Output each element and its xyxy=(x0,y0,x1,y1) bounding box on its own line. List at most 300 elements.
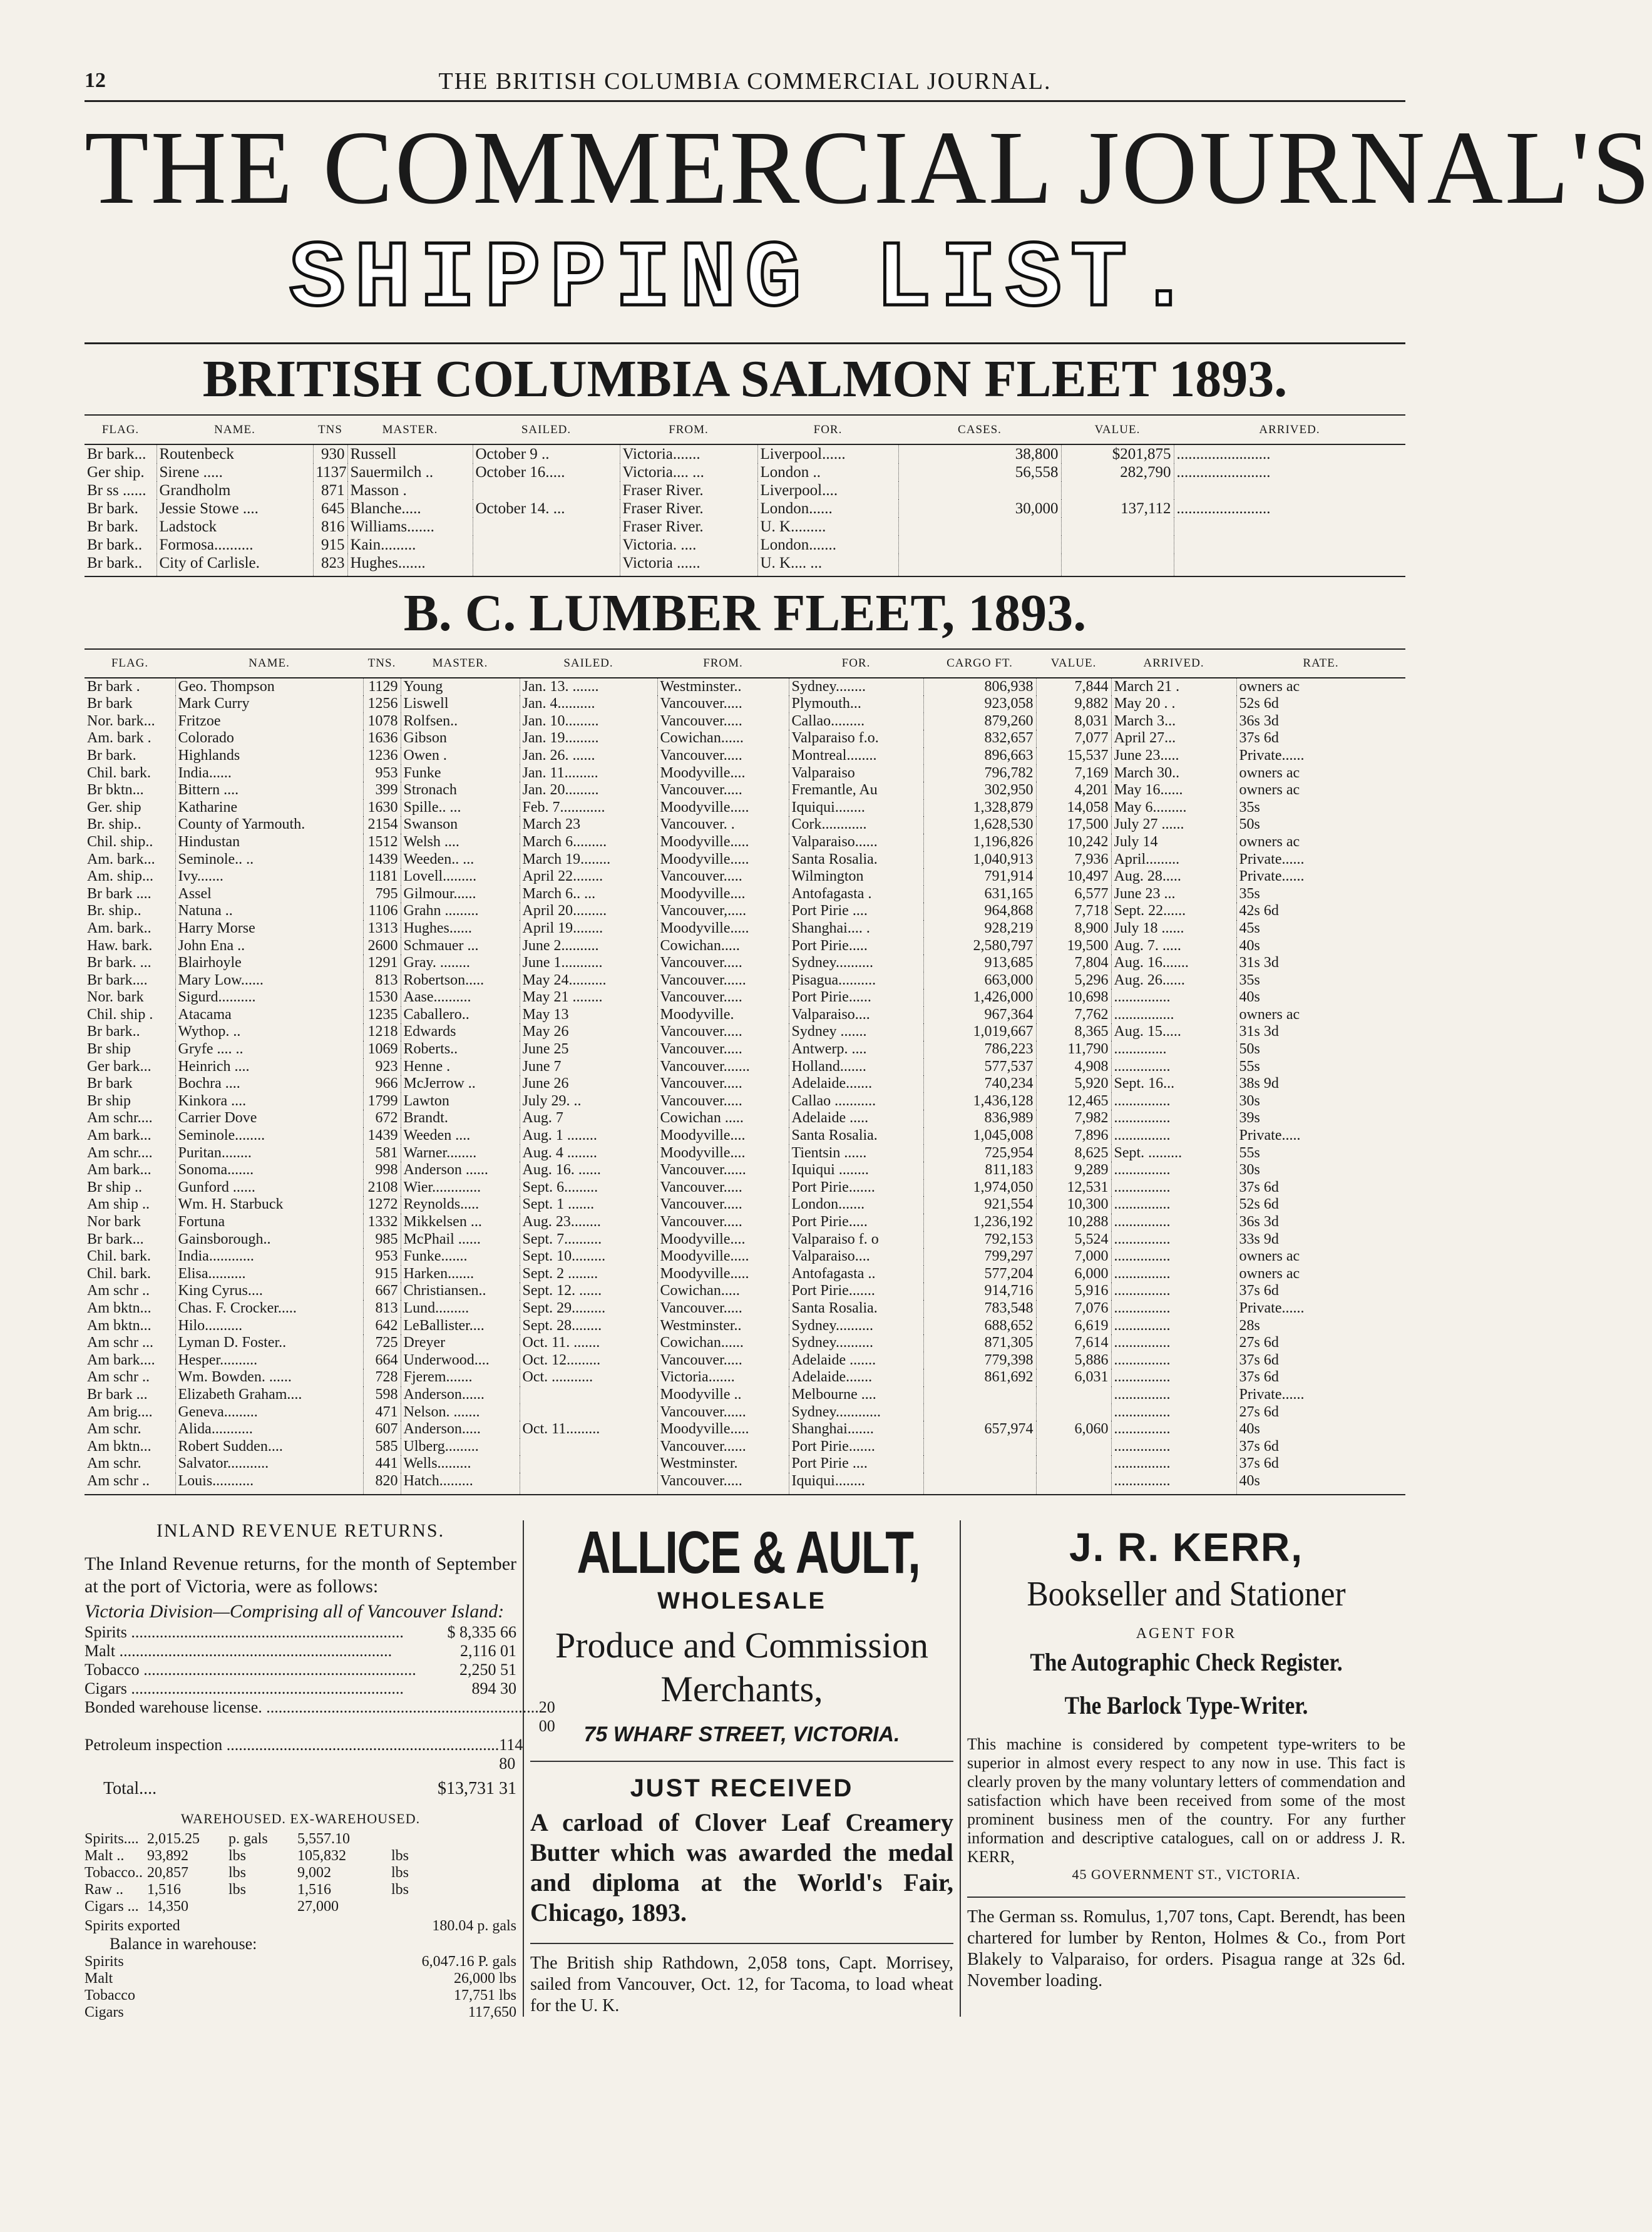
table-cell: 5,524 xyxy=(1036,1231,1111,1249)
table-cell: Natuna .. xyxy=(175,903,363,920)
table-row xyxy=(85,1093,1405,1110)
table-cell: Adelaide ....... xyxy=(789,1352,923,1369)
exported-value: 180.04 p. gals xyxy=(432,1917,516,1934)
table-row xyxy=(85,1145,1405,1162)
table-cell: 871,305 xyxy=(923,1334,1036,1352)
table-cell: ............... xyxy=(1111,1404,1236,1421)
revenue-label: Tobacco ..... xyxy=(85,1661,459,1679)
table-cell: 4,908 xyxy=(1036,1058,1111,1076)
revenue-row xyxy=(85,1735,523,1773)
table-cell: Br ship xyxy=(87,1041,131,1058)
table-cell: 1332 xyxy=(363,1214,401,1231)
table-cell: Wm. Bowden. ...... xyxy=(175,1369,363,1386)
table-cell: LeBallister.... xyxy=(401,1318,520,1335)
column-header: NAME. xyxy=(175,649,363,678)
table-cell: 8,625 xyxy=(1036,1145,1111,1162)
table-cell: Am bktn... xyxy=(87,1317,151,1334)
table-cell: Moodyville.... xyxy=(657,1231,789,1249)
table-cell: City of Carlisle. xyxy=(156,554,313,576)
table-cell: Sonoma....... xyxy=(175,1162,363,1179)
table-cell: 19,500 xyxy=(1036,938,1111,955)
allice-address: 75 WHARF STREET, VICTORIA. xyxy=(583,1722,900,1746)
table-cell: 1,974,050 xyxy=(923,1179,1036,1197)
table-cell: Callao......... xyxy=(789,713,923,730)
table-cell: Vancouver..... xyxy=(657,1075,789,1093)
table-cell: June 2.......... xyxy=(520,938,657,955)
table-cell: Br bark... xyxy=(87,1231,144,1247)
table-cell: Funke xyxy=(401,765,520,782)
table-cell: Nelson. ....... xyxy=(401,1404,520,1421)
table-cell: Valparaiso f.o. xyxy=(789,730,923,747)
table-cell: March 6......... xyxy=(520,834,657,851)
table-cell: 725,954 xyxy=(923,1145,1036,1162)
table-cell: Aug. 26...... xyxy=(1111,972,1236,990)
table-cell: Weeden.. ... xyxy=(401,851,520,869)
table-cell: 35s xyxy=(1236,886,1405,903)
revenue-label: Petroleum inspection ..... xyxy=(85,1736,499,1773)
table-cell xyxy=(1174,518,1405,536)
table-cell: ........................ xyxy=(1174,463,1405,481)
table-row xyxy=(85,1006,1405,1024)
table-cell: Sept. 12. ...... xyxy=(520,1282,657,1300)
revenue-value: 114 80 xyxy=(499,1735,523,1773)
warehoused-cell xyxy=(391,1831,485,1848)
table-cell xyxy=(923,1473,1036,1495)
table-cell: Vancouver..... xyxy=(657,1300,789,1318)
table-row xyxy=(85,1455,1405,1473)
table-row xyxy=(85,1386,1405,1404)
table-cell: Christiansen.. xyxy=(401,1282,520,1300)
table-cell: Ulberg......... xyxy=(401,1438,520,1456)
table-cell: 1630 xyxy=(363,799,401,817)
table-cell xyxy=(520,1455,657,1473)
table-cell: 6,060 xyxy=(1036,1421,1111,1438)
table-cell: Aug. 7. ..... xyxy=(1111,938,1236,955)
table-cell: 1181 xyxy=(363,868,401,886)
table-cell xyxy=(1061,481,1174,499)
warehoused-cell: 14,350 xyxy=(147,1898,188,1915)
table-cell: Br bktn... xyxy=(87,782,144,799)
table-cell: Moodyville.... xyxy=(657,1127,789,1145)
table-cell: Sept. 29......... xyxy=(520,1300,657,1318)
table-cell: ............... xyxy=(1111,1214,1236,1231)
table-cell: June 7 xyxy=(520,1058,657,1076)
table-cell xyxy=(898,536,1061,554)
table-cell: 1,236,192 xyxy=(923,1214,1036,1231)
table-cell: Br ship xyxy=(87,1092,131,1109)
table-cell xyxy=(1061,536,1174,554)
kerr-ad xyxy=(967,1520,1405,1992)
table-cell: June 26 xyxy=(520,1075,657,1093)
table-cell: owners ac xyxy=(1236,1248,1405,1266)
warehoused-table xyxy=(85,1831,516,1915)
table-cell: 740,234 xyxy=(923,1075,1036,1093)
table-cell: 795 xyxy=(363,886,401,903)
warehoused-cell: Spirits.... xyxy=(85,1830,139,1847)
table-cell: Oct. ........... xyxy=(520,1369,657,1386)
table-cell: 663,000 xyxy=(923,972,1036,990)
table-cell: 15,537 xyxy=(1036,747,1111,765)
table-cell: Anderson..... xyxy=(401,1421,520,1438)
table-cell: Roberts.. xyxy=(401,1041,520,1058)
table-cell: Br bark xyxy=(87,1075,133,1092)
table-cell: Carrier Dove xyxy=(175,1110,363,1127)
table-cell: Jan. 10......... xyxy=(520,713,657,730)
table-cell: Wythop. .. xyxy=(175,1023,363,1041)
warehoused-cell: 1,516 xyxy=(297,1881,331,1898)
table-cell: Vancouver...... xyxy=(657,972,789,990)
table-cell: Sirene ..... xyxy=(156,463,313,481)
table-cell: owners ac xyxy=(1236,765,1405,782)
table-cell: Mark Curry xyxy=(175,695,363,713)
inland-revenue-heading: INLAND REVENUE RETURNS. xyxy=(156,1520,445,1541)
table-cell: 2,580,797 xyxy=(923,938,1036,955)
table-cell: Routenbeck xyxy=(156,444,313,463)
table-cell: Am bark.... xyxy=(87,1351,155,1368)
table-cell: Moodyville.... xyxy=(657,886,789,903)
table-cell: 1,040,913 xyxy=(923,851,1036,869)
table-cell: Sydney.......... xyxy=(789,955,923,972)
table-row xyxy=(85,1404,1405,1421)
exported-label: Spirits exported xyxy=(85,1917,180,1934)
allice-body: A carload of Clover Leaf Creamery Butter which was awarded the medal and diploma at the World's Fair, Chicago, 1893. xyxy=(530,1808,953,1927)
table-cell xyxy=(1036,1473,1111,1495)
warehoused-cell: 2,015.25 xyxy=(147,1830,200,1847)
table-row xyxy=(85,765,1405,782)
table-cell xyxy=(1174,536,1405,554)
table-row xyxy=(85,695,1405,713)
table-cell: Robert Sudden.... xyxy=(175,1438,363,1456)
table-cell: 17,500 xyxy=(1036,816,1111,834)
table-cell: Port Pirie....... xyxy=(789,1282,923,1300)
table-row xyxy=(85,851,1405,869)
table-cell: Sydney........ xyxy=(789,678,923,696)
table-cell: Plymouth... xyxy=(789,695,923,713)
table-cell: Brandt. xyxy=(401,1110,520,1127)
table-cell: Kain......... xyxy=(347,536,473,554)
table-cell: Moodyville..... xyxy=(657,1248,789,1266)
table-cell: 861,692 xyxy=(923,1369,1036,1386)
kerr-line-1: Bookseller and Stationer xyxy=(1027,1574,1346,1614)
table-cell: owners ac xyxy=(1236,678,1405,696)
table-cell: Br bark. xyxy=(87,747,136,764)
table-cell: Am schr.... xyxy=(87,1110,153,1127)
divider xyxy=(85,342,1405,344)
table-row xyxy=(85,1179,1405,1197)
bottom-section xyxy=(85,1520,1405,2171)
table-cell: India...... xyxy=(175,765,363,782)
balance-row xyxy=(85,1987,516,2004)
table-cell: 896,663 xyxy=(923,747,1036,765)
balance-value: 26,000 lbs xyxy=(453,1970,516,1987)
table-cell: 441 xyxy=(363,1455,401,1473)
table-cell: 2600 xyxy=(363,938,401,955)
table-cell: Sept. 7.......... xyxy=(520,1231,657,1249)
table-cell: Swanson xyxy=(401,816,520,834)
revenue-value: 2,250 51 xyxy=(459,1660,516,1679)
table-cell: John Ena .. xyxy=(175,938,363,955)
table-cell: Sept. 28........ xyxy=(520,1318,657,1335)
table-cell: Private...... xyxy=(1236,1300,1405,1318)
table-cell: 998 xyxy=(363,1162,401,1179)
table-cell: 1,045,008 xyxy=(923,1127,1036,1145)
revenue-label: Spirits ..... xyxy=(85,1623,448,1642)
table-cell: $201,875 xyxy=(1061,444,1174,463)
table-cell xyxy=(520,1438,657,1456)
table-cell: ............... xyxy=(1111,1334,1236,1352)
table-cell: Am schr ... xyxy=(87,1334,153,1351)
shipping-list-title: SHIPPING LIST. xyxy=(289,227,1201,334)
table-cell: Gryfe .... .. xyxy=(175,1041,363,1058)
table-cell: Geneva......... xyxy=(175,1404,363,1421)
table-cell: 953 xyxy=(363,1248,401,1266)
table-cell: Warner........ xyxy=(401,1145,520,1162)
warehoused-cell: Cigars ... xyxy=(85,1898,139,1915)
table-cell xyxy=(1036,1438,1111,1456)
table-cell: 1,426,000 xyxy=(923,989,1036,1006)
balance-value: 6,047.16 P. gals xyxy=(421,1953,516,1970)
table-cell: 10,300 xyxy=(1036,1196,1111,1214)
table-cell: June 1........... xyxy=(520,955,657,972)
table-cell: ............... xyxy=(1111,1231,1236,1249)
table-cell: Jan. 13. ....... xyxy=(520,678,657,696)
warehoused-cell: lbs xyxy=(391,1847,409,1864)
table-cell: 5,916 xyxy=(1036,1282,1111,1300)
warehoused-cell: 9,002 xyxy=(297,1864,331,1881)
column-header: FLAG. xyxy=(85,649,175,678)
total-value: $13,731 31 xyxy=(438,1778,516,1798)
table-cell: 28s xyxy=(1236,1318,1405,1335)
table-cell: Blairhoyle xyxy=(175,955,363,972)
table-cell: 52s 6d xyxy=(1236,1196,1405,1214)
balance-table xyxy=(85,1953,516,2021)
table-cell: Holland....... xyxy=(789,1058,923,1076)
table-cell: Santa Rosalia. xyxy=(789,851,923,869)
table-cell: 1,196,826 xyxy=(923,834,1036,851)
table-row xyxy=(85,678,1405,696)
lumber-fleet-title: B. C. LUMBER FLEET, 1893. xyxy=(403,584,1087,642)
table-cell: ........................ xyxy=(1174,444,1405,463)
salmon-fleet-title: BRITISH COLUMBIA SALMON FLEET 1893. xyxy=(202,350,1288,408)
table-cell: 923,058 xyxy=(923,695,1036,713)
table-cell: Louis........... xyxy=(175,1473,363,1495)
table-cell: Melbourne .... xyxy=(789,1386,923,1404)
table-cell: Katharine xyxy=(175,799,363,817)
table-cell: Wells......... xyxy=(401,1455,520,1473)
column-header: FLAG. xyxy=(85,415,156,444)
table-cell: Private...... xyxy=(1236,851,1405,869)
table-cell: 7,614 xyxy=(1036,1334,1111,1352)
allice-ault-ad xyxy=(523,1520,961,2017)
table-cell: ............... xyxy=(1111,1369,1236,1386)
table-row xyxy=(85,1248,1405,1266)
table-cell: 871 xyxy=(313,481,347,499)
table-cell xyxy=(520,1473,657,1495)
table-row xyxy=(85,903,1405,920)
table-cell: 953 xyxy=(363,765,401,782)
table-cell: Westminster.. xyxy=(657,678,789,696)
table-cell: Fritzoe xyxy=(175,713,363,730)
table-cell: Vancouver..... xyxy=(657,989,789,1006)
table-cell: Nor bark xyxy=(87,1214,141,1230)
column-header: ARRIVED. xyxy=(1111,649,1236,678)
table-cell: 1106 xyxy=(363,903,401,920)
table-cell: 37s 6d xyxy=(1236,1455,1405,1473)
column-header: FROM. xyxy=(620,415,757,444)
table-cell: Am bktn... xyxy=(87,1299,151,1316)
table-cell: May 21 ........ xyxy=(520,989,657,1006)
table-cell xyxy=(473,518,620,536)
table-cell: Young xyxy=(401,678,520,696)
table-cell: Br bark.... xyxy=(87,971,148,988)
table-cell: Cowichan..... xyxy=(657,1282,789,1300)
table-cell: May 16...... xyxy=(1111,782,1236,799)
table-cell: Cowichan...... xyxy=(657,730,789,747)
division-label: Victoria Division—Comprising all of Vancouver Island: xyxy=(85,1600,505,1622)
table-cell: 11,790 xyxy=(1036,1041,1111,1058)
table-cell: Fraser River. xyxy=(620,518,757,536)
balance-label: Malt xyxy=(85,1970,113,1987)
table-cell xyxy=(923,1386,1036,1404)
table-cell: Vancouver..... xyxy=(657,955,789,972)
column-header: FROM. xyxy=(657,649,789,678)
salmon-fleet-table xyxy=(85,414,1405,577)
table-cell: 667 xyxy=(363,1282,401,1300)
table-cell: 598 xyxy=(363,1386,401,1404)
revenue-row xyxy=(85,1679,516,1698)
table-cell: 8,031 xyxy=(1036,713,1111,730)
warehoused-cell: lbs xyxy=(391,1881,409,1898)
table-cell: Haw. bark. xyxy=(87,937,153,954)
running-header xyxy=(85,56,1405,102)
table-cell: 30s xyxy=(1236,1093,1405,1110)
table-cell: 779,398 xyxy=(923,1352,1036,1369)
table-cell: 930 xyxy=(313,444,347,463)
table-cell: Port Pirie....... xyxy=(789,1438,923,1456)
table-cell: 6,031 xyxy=(1036,1369,1111,1386)
table-cell: 1512 xyxy=(363,834,401,851)
warehoused-cell: 27,000 xyxy=(297,1898,339,1915)
table-cell: Iquiqui........ xyxy=(789,1473,923,1495)
revenue-label: Malt ..... xyxy=(85,1642,460,1661)
table-cell: 7,000 xyxy=(1036,1248,1111,1266)
table-cell: Vancouver....... xyxy=(657,1058,789,1076)
table-cell: March 30.. xyxy=(1111,765,1236,782)
table-cell: Reynolds..... xyxy=(401,1196,520,1214)
table-cell: Vancouver...... xyxy=(657,1404,789,1421)
table-cell: 8,900 xyxy=(1036,920,1111,938)
table-cell: Caballero.. xyxy=(401,1006,520,1024)
table-cell xyxy=(1036,1455,1111,1473)
table-cell: Ger bark... xyxy=(87,1058,151,1075)
page xyxy=(85,56,1652,2171)
table-row xyxy=(85,1266,1405,1283)
table-cell: 585 xyxy=(363,1438,401,1456)
table-cell: 8,365 xyxy=(1036,1023,1111,1041)
table-cell: Am bark... xyxy=(87,1127,151,1144)
table-cell: Iquiqui ........ xyxy=(789,1162,923,1179)
table-cell: Lovell......... xyxy=(401,868,520,886)
table-row xyxy=(85,463,1405,481)
table-cell xyxy=(473,481,620,499)
table-cell: 30,000 xyxy=(898,499,1061,518)
warehoused-cell: lbs xyxy=(228,1847,247,1864)
table-cell: 7,896 xyxy=(1036,1127,1111,1145)
table-cell: Adelaide ..... xyxy=(789,1110,923,1127)
table-cell: Sydney.......... xyxy=(789,1318,923,1335)
table-cell: London....... xyxy=(789,1196,923,1214)
table-cell: Sydney.......... xyxy=(789,1334,923,1352)
table-cell: Lund......... xyxy=(401,1300,520,1318)
table-cell: owners ac xyxy=(1236,1266,1405,1283)
revenue-row xyxy=(85,1642,516,1661)
table-cell: Am. bark . xyxy=(87,730,151,747)
table-cell: Moodyville..... xyxy=(657,799,789,817)
table-cell: ............... xyxy=(1111,1266,1236,1283)
table-cell: 45s xyxy=(1236,920,1405,938)
table-cell: Port Pirie...... xyxy=(789,989,923,1006)
table-cell: ............... xyxy=(1111,1058,1236,1076)
table-cell: 2154 xyxy=(363,816,401,834)
table-cell: Vancouver..... xyxy=(657,868,789,886)
kerr-line-2: The Autographic Check Register. xyxy=(1030,1647,1343,1676)
table-cell: Ger. ship xyxy=(87,799,141,816)
table-cell: U. K......... xyxy=(757,518,898,536)
table-cell: Valparaiso.... xyxy=(789,1006,923,1024)
table-row xyxy=(85,1041,1405,1058)
table-cell: Wier............. xyxy=(401,1179,520,1197)
table-cell: 642 xyxy=(363,1318,401,1335)
table-row xyxy=(85,1282,1405,1300)
table-cell: Elizabeth Graham.... xyxy=(175,1386,363,1404)
table-cell: Callao ........... xyxy=(789,1093,923,1110)
table-cell: July 27 ...... xyxy=(1111,816,1236,834)
table-cell: Tientsin ...... xyxy=(789,1145,923,1162)
table-row xyxy=(85,1231,1405,1249)
table-cell: Hesper.......... xyxy=(175,1352,363,1369)
table-cell: Victoria....... xyxy=(620,444,757,463)
warehoused-row xyxy=(85,1898,516,1915)
table-cell: Moodyville .. xyxy=(657,1386,789,1404)
table-cell: 1,628,530 xyxy=(923,816,1036,834)
table-cell: 471 xyxy=(363,1404,401,1421)
table-cell: 36s 3d xyxy=(1236,1214,1405,1231)
table-cell: Westminster. xyxy=(657,1455,789,1473)
table-cell: 607 xyxy=(363,1421,401,1438)
table-cell: 1439 xyxy=(363,851,401,869)
table-cell: Kinkora .... xyxy=(175,1093,363,1110)
allice-line-2: Merchants, xyxy=(660,1668,823,1709)
table-cell: London....... xyxy=(757,536,898,554)
table-cell: 581 xyxy=(363,1145,401,1162)
revenue-label: Cigars ..... xyxy=(85,1679,472,1698)
warehoused-cell xyxy=(391,1898,485,1915)
table-cell: Jan. 11......... xyxy=(520,765,657,782)
table-cell: Wilmington xyxy=(789,868,923,886)
warehoused-heading: WAREHOUSED. EX-WAREHOUSED. xyxy=(180,1810,421,1826)
table-cell: Am schr .. xyxy=(87,1282,150,1299)
table-cell: April 19........ xyxy=(520,920,657,938)
table-cell: Vancouver..... xyxy=(657,695,789,713)
table-cell: Port Pirie..... xyxy=(789,1214,923,1231)
romulus-note: The German ss. Romulus, 1,707 tons, Capt. Berendt, has been chartered for lumber by Renton, Holmes & Co., from Port Blakely to Valparaiso, for orders. Pisagua range at 32s 6d. November loading. xyxy=(967,1897,1405,1992)
table-cell: Heinrich .... xyxy=(175,1058,363,1076)
table-cell: Gunford ...... xyxy=(175,1179,363,1197)
table-cell: 38,800 xyxy=(898,444,1061,463)
table-cell: June 25 xyxy=(520,1041,657,1058)
table-cell: May 24.......... xyxy=(520,972,657,990)
table-cell: Adelaide....... xyxy=(789,1075,923,1093)
